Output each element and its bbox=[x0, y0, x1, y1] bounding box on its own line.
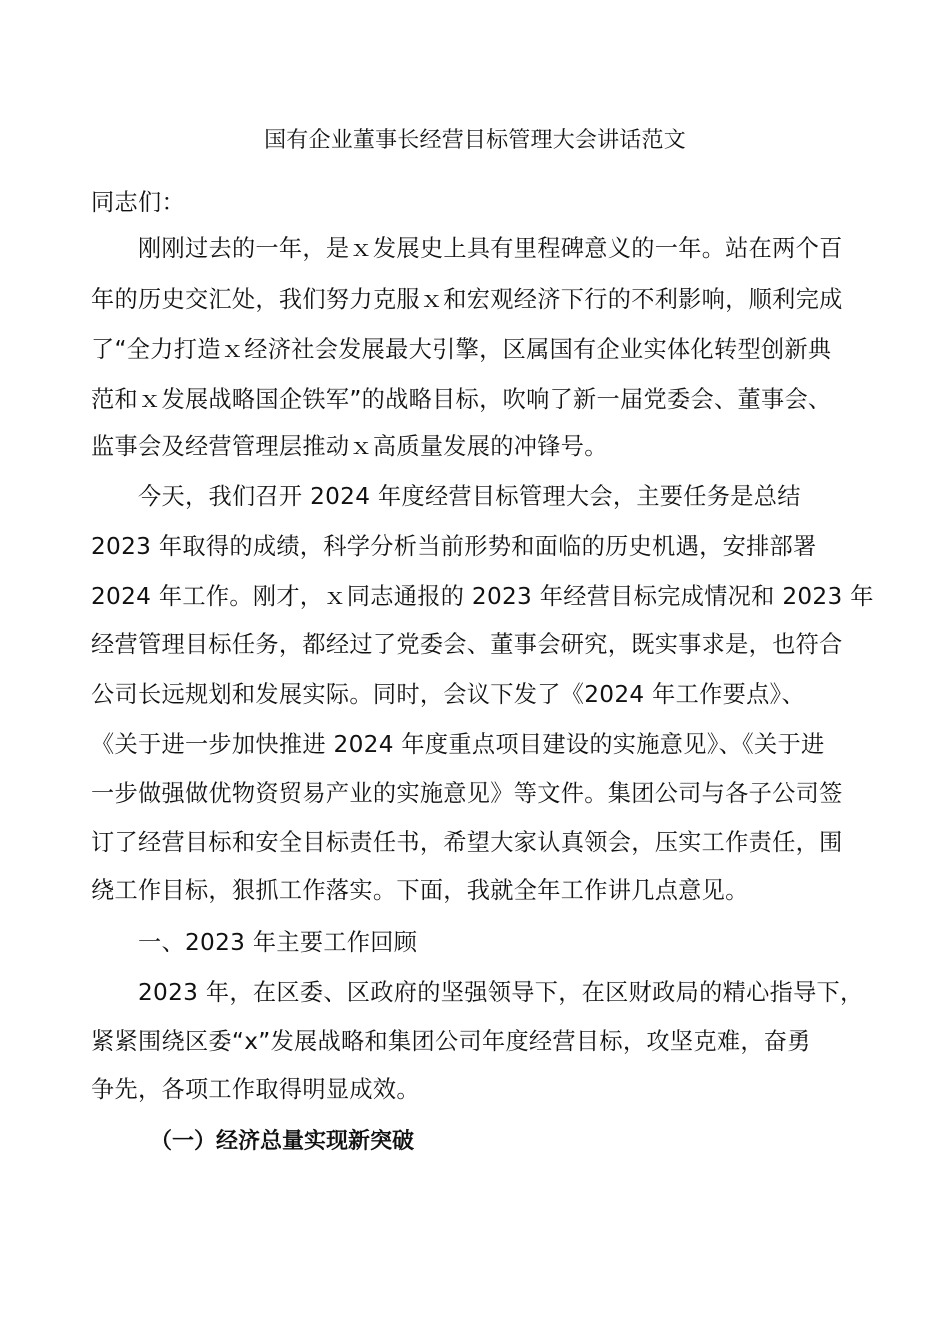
paragraph-2-line: 绕工作目标，狠抓工作落实。下面，我就全年工作讲几点意见。 bbox=[91, 877, 749, 904]
section-heading: 一、2023 年主要工作回顾 bbox=[138, 929, 418, 956]
paragraph-3-line: 2023 年，在区委、区政府的坚强领导下，在区财政局的精心指导下， bbox=[138, 979, 864, 1006]
paragraph-2-line: 经营管理目标任务，都经过了党委会、董事会研究，既实事求是，也符合 bbox=[91, 631, 843, 658]
document-title: 国有企业董事长经营目标管理大会讲话范文 bbox=[264, 128, 686, 153]
paragraph-2-line: 2024 年工作。刚才，ｘ同志通报的 2023 年经营目标完成情况和 2023 年 bbox=[91, 583, 874, 610]
paragraph-1-line: 年的历史交汇处，我们努力克服ｘ和宏观经济下行的不利影响，顺利完成 bbox=[91, 286, 843, 313]
paragraph-1-line: 了“全力打造ｘ经济社会发展最大引擎，区属国有企业实体化转型创新典 bbox=[91, 336, 832, 363]
paragraph-2-line: 公司长远规划和发展实际。同时，会议下发了《2024 年工作要点》、 bbox=[91, 681, 805, 708]
paragraph-3-line: 紧紧围绕区委“x”发展战略和集团公司年度经营目标，攻坚克难，奋勇 bbox=[91, 1028, 811, 1055]
paragraph-2-line: 订了经营目标和安全目标责任书，希望大家认真领会，压实工作责任，围 bbox=[91, 829, 843, 856]
paragraph-2-line: 《关于进一步加快推进 2024 年度重点项目建设的实施意见》、《关于进 bbox=[91, 731, 825, 758]
paragraph-2-line: 2023 年取得的成绩，科学分析当前形势和面临的历史机遇，安排部署 bbox=[91, 533, 817, 560]
paragraph-1-line: 监事会及经营管理层推动ｘ高质量发展的冲锋号。 bbox=[91, 433, 608, 460]
paragraph-3-line: 争先，各项工作取得明显成效。 bbox=[91, 1076, 420, 1103]
paragraph-1-line: 范和ｘ发展战略国企铁军”的战略目标，吹响了新一届党委会、董事会、 bbox=[91, 386, 832, 413]
salutation: 同志们： bbox=[91, 189, 185, 216]
subsection-heading: （一）经济总量实现新突破 bbox=[150, 1129, 415, 1154]
paragraph-1-line: 刚刚过去的一年，是ｘ发展史上具有里程碑意义的一年。站在两个百 bbox=[138, 235, 843, 262]
paragraph-2-line: 一步做强做优物资贸易产业的实施意见》等文件。集团公司与各子公司签 bbox=[91, 780, 843, 807]
paragraph-2-line: 今天，我们召开 2024 年度经营目标管理大会，主要任务是总结 bbox=[138, 483, 801, 510]
